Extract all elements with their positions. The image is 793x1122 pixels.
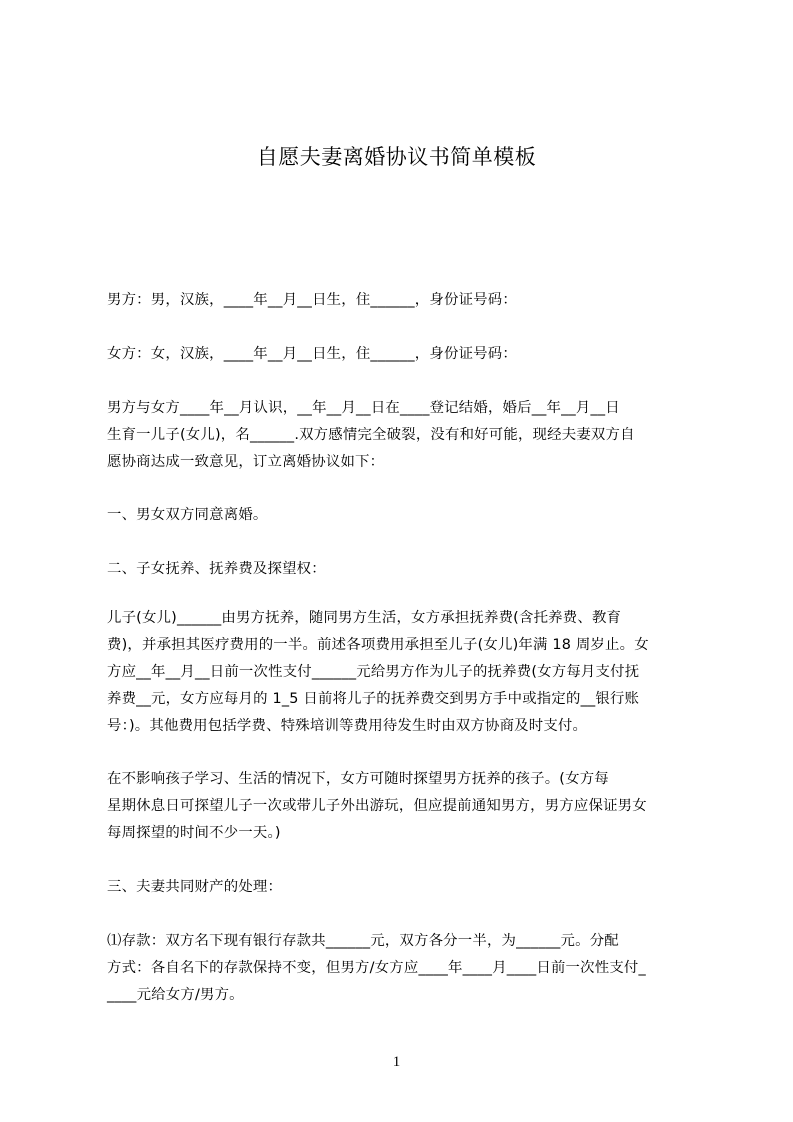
clause-3-heading [107,874,697,901]
text-line: 愿协商达成一致意见，订立离婚协议如下： [107,454,385,470]
text-line: 一、男女双方同意离婚。 [107,507,268,523]
text-line: 女方：女，汉族，____年__月__日生，住______，身份证号码： [107,346,517,362]
text-line: 在不影响孩子学习、生活的情况下，女方可随时探望男方抚养的孩子。(女方每 [107,771,609,787]
text-line: 养费__元，女方应每月的 1_5 日前将儿子的抚养费交到男方手中或指定的__银行账 [107,691,640,707]
clause-2-heading [107,556,697,583]
male-party-paragraph [107,287,697,314]
text-line: ____元给女方/男方。 [107,987,244,1003]
text-line: ⑴存款：双方名下现有银行存款共______元，双方各分一半，为______元。分配 [107,933,619,949]
clause-1-heading [107,502,697,529]
text-line: 每周探望的时间不少一天。) [107,825,281,841]
text-line: 儿子(女儿)______由男方抚养，随同男方生活，女方承担抚养费(含托养费、教育 [107,610,622,626]
text-line: 三、夫妻共同财产的处理： [107,879,283,895]
text-line: 男方与女方____年__月认识，__年__月__日在____登记结婚，婚后__年__月__日 [107,400,620,416]
text-line: 方应__年__月__日前一次性支付______元给男方作为儿子的抚养费(女方每月支付抚 [107,664,640,680]
text-line: 号：)。其他费用包括学费、特殊培训等费用待发生时由双方协商及时支付。 [107,718,588,734]
female-party-paragraph [107,341,697,368]
deposits-paragraph [107,928,697,1009]
document-title: 自愿夫妻离婚协议书简单模板 [256,145,537,169]
text-line: 方式：各自名下的存款保持不变，但男方/女方应____年____月____日前一次性支付_ [107,960,646,976]
preamble-paragraph [107,395,697,476]
text-line: 二、子女抚养、抚养费及探望权： [107,561,326,577]
visitation-paragraph [107,766,697,847]
text-line: 生育一儿子(女儿)，名______.双方感情完全破裂，没有和好可能，现经夫妻双方自 [107,427,635,443]
text-line: 星期休息日可探望儿子一次或带儿子外出游玩，但应提前通知男方，男方应保证男女 [107,798,647,814]
custody-paragraph [107,605,697,740]
page-number: 1 [392,1054,401,1070]
text-line: 费)，并承担其医疗费用的一半。前述各项费用承担至儿子(女儿)年满 18 周岁止。女 [107,637,649,653]
text-line: 男方：男，汉族，____年__月__日生，住______，身份证号码： [107,292,517,308]
